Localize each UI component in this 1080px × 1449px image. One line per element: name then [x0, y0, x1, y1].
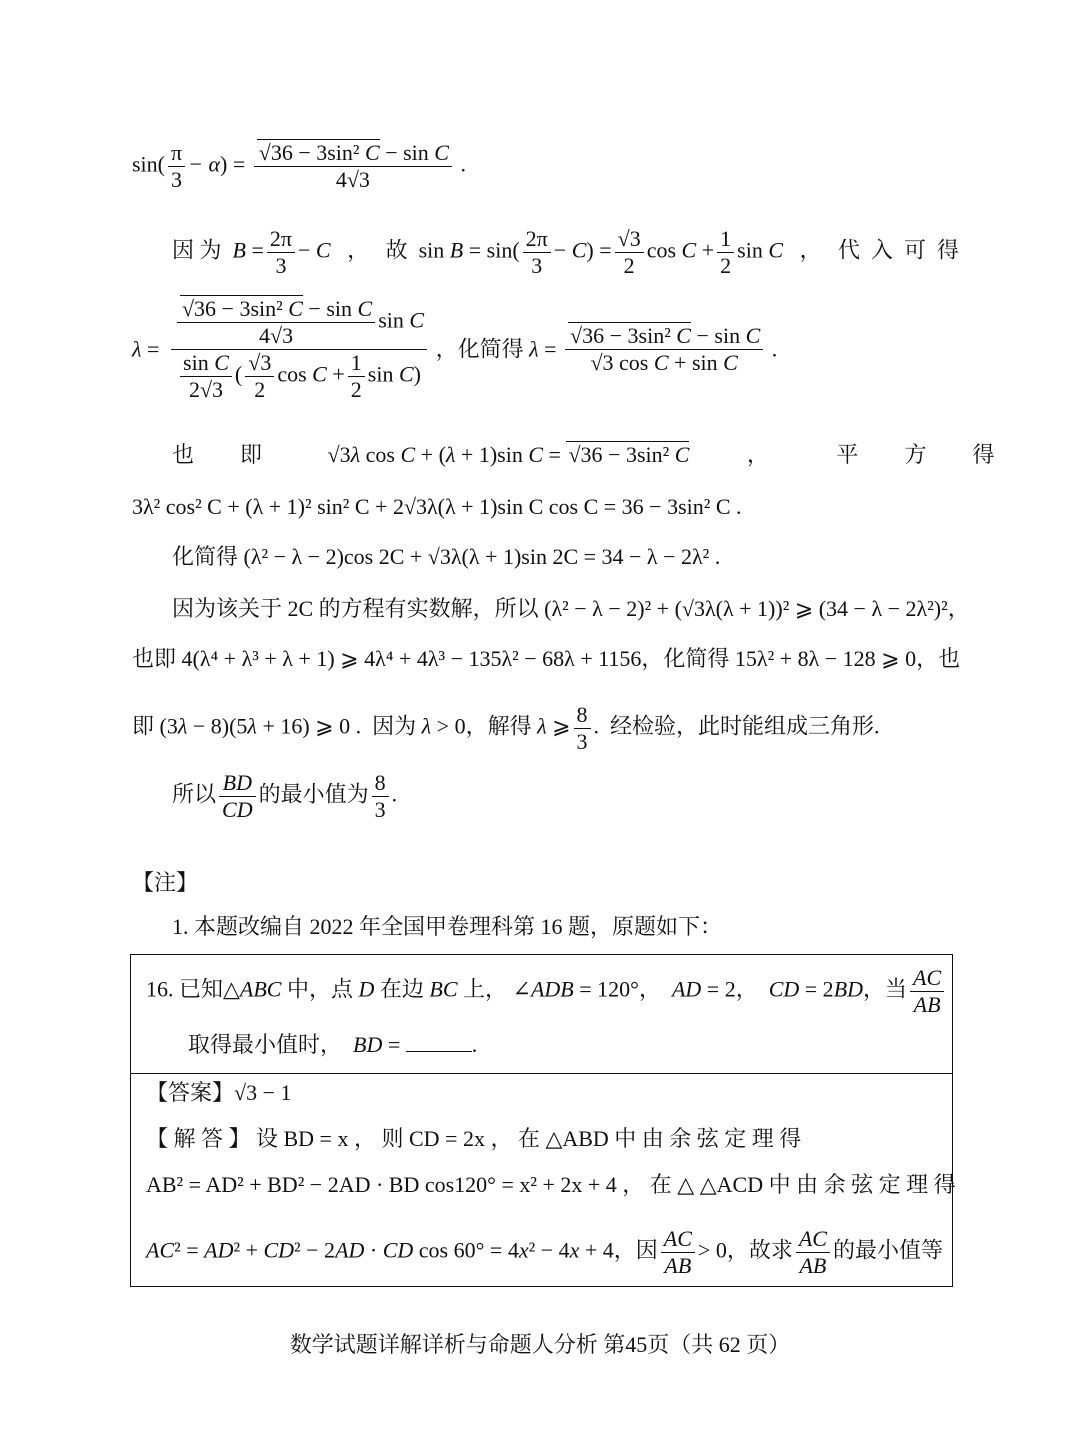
formula-square-step: 也 即 √3λ cos C + (λ + 1)sin C = √ 36 − 3sin² C ， 平 方 得: [172, 440, 952, 470]
formula-expanded: 3λ² cos² C + (λ + 1)² sin² C + 2√3λ(λ + 1)sin C cos C = 36 − 3sin² C .: [132, 494, 742, 519]
solution-line-2: AB² = AD² + BD² − 2AD · BD cos120° = x² + 2x + 4 ， 在 △ △ACD 中 由 余 弦 定 理 得: [146, 1172, 956, 1197]
formula-simplified: 化简得 (λ² − λ − 2)cos 2C + √3λ(λ + 1)sin 2C = 34 − λ − 2λ² .: [172, 544, 721, 569]
formula-sinB: 因 为 B = $\frac{2\pi}{3}$ − C ， 故 sin B = sin( $\frac{2\pi}{3}$ − C) = $\frac{√3}{2}$ cos C + $\frac{1}{2}$ sin C ， 代 入 可 得: [172, 226, 960, 278]
text-inequality: 也即 4(λ⁴ + λ³ + λ + 1) ⩾ 4λ⁴ + 4λ³ − 135λ² − 68λ + 1156，化简得 15λ² + 8λ − 128 ⩾ 0，也: [132, 646, 961, 671]
formula-sin-pi3-alpha: sin( $\frac{\pi}{3}$ − α) = √ $\frac{\text{36 − 3sin² C − sin C}}{4√3}$ .: [132, 140, 466, 193]
page-footer: 数学试题详解详析与命题人分析 第45页（共 62 页）: [289, 1332, 791, 1357]
solution-line-1: 【 解 答 】 设 BD = x ， 则 CD = 2x ， 在 △ABD 中 由 余 弦 定 理 得: [146, 1126, 802, 1151]
answer-label: 【答案】√3 − 1: [146, 1080, 292, 1105]
text-conclusion: 所以 $\frac{BD}{CD}$ 的最小值为 $\frac{8}{3}$ .: [172, 770, 398, 822]
problem-statement: 16. 已知△ABC 中，点 D 在边 BC 上， ∠ADB = 120°， AD = 2， CD = 2BD，当 $\frac{AC}{AB}$: [146, 965, 947, 1018]
solution-line-3: AC² = AD² + CD² − 2AD · CD cos 60° = 4x² − 4x + 4，因 $\frac{AC}{AB}$ > 0，故求 $\frac{AC}{AB}$ 的最小值等: [146, 1226, 943, 1278]
note-heading: 【注】: [132, 870, 199, 895]
note-item-1: 1. 本题改编自 2022 年全国甲卷理科第 16 题，原题如下：: [172, 914, 723, 939]
text-real-solution: 因为该关于 2C 的方程有实数解，所以 (λ² − λ − 2)² + (√3λ(λ + 1))² ⩾ (34 − λ − 2λ²)²，: [172, 596, 970, 621]
formula-lambda: λ = √ $\frac{\text{36 − 3sin² C − sin C}}{4√3}$ sin C $\frac{\text{sin C}}{2√3}$ ( $\frac{√3}{2}$ cos C + $\frac{1}{2}$ sin C) ，化简得 λ = √ $\frac{\text{36 − 3sin² C − sin C}}{\text{√3 cos C + sin C}}$ .: [132, 296, 777, 403]
answer-blank: [406, 1033, 472, 1052]
text-solve-lambda: 即 (3λ − 8)(5λ + 16) ⩾ 0 . 因为 λ > 0，解得 λ ⩾ $\frac{8}{3}$ . 经检验，此时能组成三角形.: [132, 702, 880, 754]
problem-blank-line: 取得最小值时， BD = .: [188, 1032, 478, 1057]
